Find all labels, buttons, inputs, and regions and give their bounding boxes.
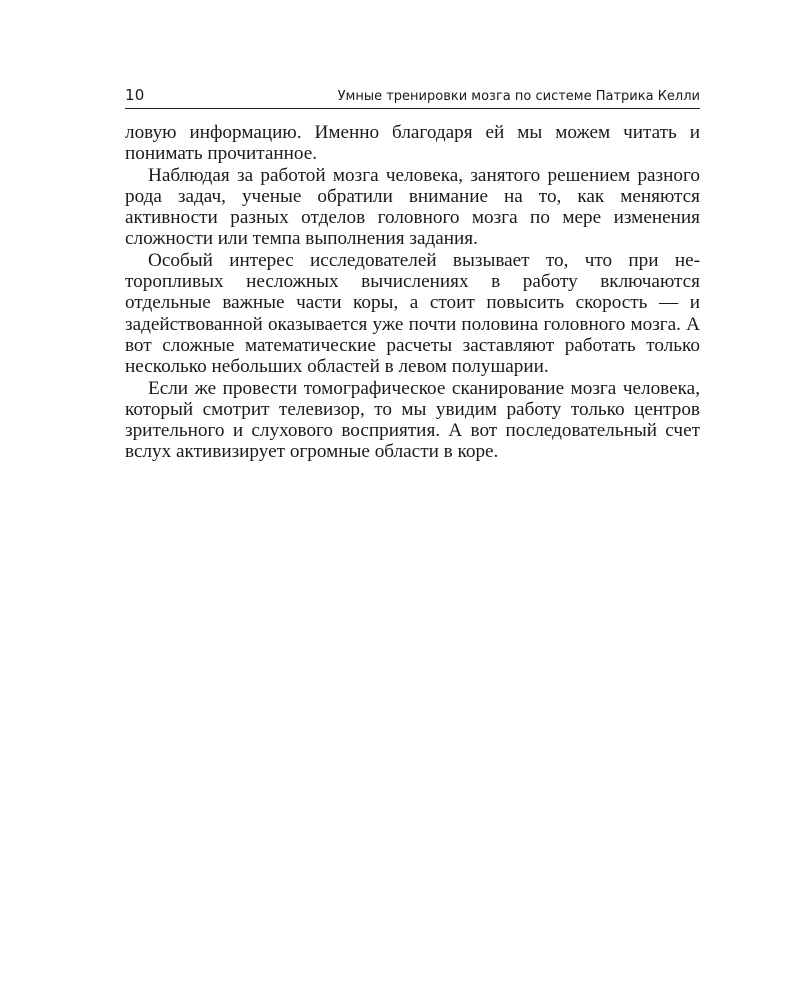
body-text [125, 122, 700, 463]
paragraph: Особый интерес исследователей вызывает то, что при неторопливых несложных вычислениях в работу включаются отдельные важные части коры, а стоит повысить скорость — и задействованной оказывается уже почти половина головного мозга. А вот сложные математические расчеты заставляют работать только несколько небольших областей в левом полушарии. [125, 249, 700, 378]
paragraph-continuation: ловую информацию. Именно благодаря ей мы можем читать и понимать прочитанное. [125, 122, 700, 165]
book-page [125, 86, 700, 463]
paragraph: Наблюдая за работой мозга человека, занятого решением разного рода задач, ученые обратили внимание на то, как меняются активности разных отделов головного мозга по мере изменения сложности или темпа выполнения задания. [125, 164, 700, 250]
paragraph: Если же провести томографическое сканирование мозга человека, который смотрит телевизор, то мы увидим работу только центров зрительного и слухового восприятия. А вот последовательный счет вслух активизирует огромные области в коре. [125, 377, 700, 463]
running-title: Умные тренировки мозга по системе Патрика Келли [337, 89, 700, 104]
running-header [125, 86, 700, 109]
page-number: 10 [125, 86, 145, 104]
